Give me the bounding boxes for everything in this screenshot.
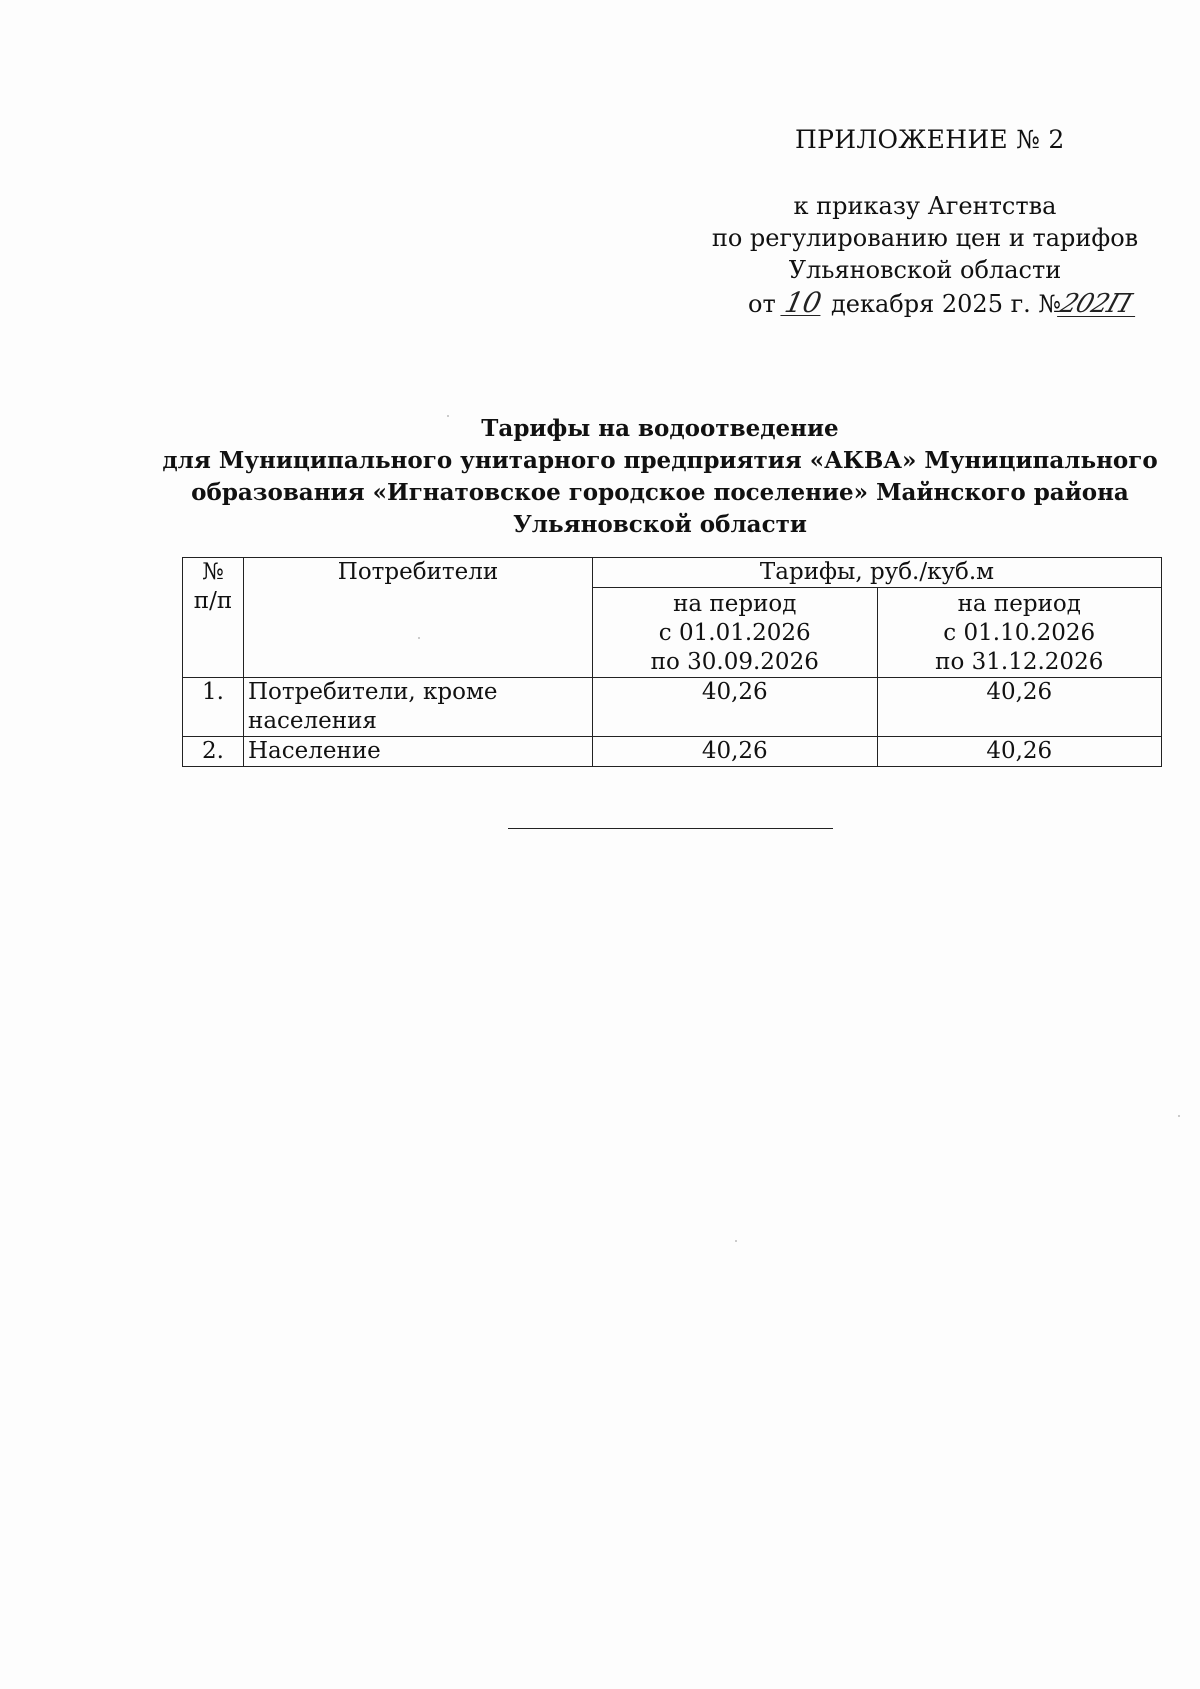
order-reference bbox=[700, 190, 1150, 286]
period-end: по 30.09.2026 bbox=[650, 649, 819, 675]
period-label: на период bbox=[673, 591, 797, 617]
title-line: для Муниципального унитарного предприятия «АКВА» Муниципального bbox=[162, 447, 1158, 474]
period-cell-1 bbox=[593, 588, 878, 678]
order-line: Ульяновской области bbox=[788, 256, 1062, 284]
table-row bbox=[183, 678, 1162, 737]
table-header-row bbox=[183, 558, 1162, 588]
consumer-text: населения bbox=[248, 708, 377, 734]
row-value-period-2: 40,26 bbox=[877, 678, 1162, 737]
row-num: 2. bbox=[183, 737, 244, 767]
title-line: Тарифы на водоотведение bbox=[481, 415, 839, 442]
header-num-pp: п/п bbox=[193, 588, 233, 614]
date-prefix: от bbox=[748, 290, 776, 318]
title-line: образования «Игнатовское городское поселение» Майнского района bbox=[191, 479, 1129, 506]
scan-speck bbox=[447, 415, 449, 417]
closing-separator-line bbox=[508, 828, 833, 829]
row-consumer bbox=[244, 737, 593, 767]
handwritten-order-number: 202П bbox=[1057, 292, 1143, 317]
order-line: по регулированию цен и тарифов bbox=[711, 224, 1139, 252]
header-num-sign: № bbox=[202, 559, 224, 585]
header-num-cell bbox=[183, 558, 244, 678]
scan-speck bbox=[418, 637, 420, 639]
period-cell-2 bbox=[877, 588, 1162, 678]
period-start: с 01.01.2026 bbox=[658, 620, 811, 646]
order-line: к приказу Агентства bbox=[793, 192, 1057, 220]
period-label: на период bbox=[957, 591, 1081, 617]
tariffs-table bbox=[182, 557, 1162, 767]
handwritten-day: 10 bbox=[782, 286, 825, 319]
date-rest: декабря 2025 г. № bbox=[831, 290, 1062, 318]
header-tariffs-cell: Тарифы, руб./куб.м bbox=[593, 558, 1162, 588]
document-title bbox=[140, 413, 1180, 541]
row-value-period-1: 40,26 bbox=[593, 737, 878, 767]
row-num: 1. bbox=[183, 678, 244, 737]
appendix-label: ПРИЛОЖЕНИЕ № 2 bbox=[795, 125, 1065, 154]
title-line: Ульяновской области bbox=[513, 511, 807, 538]
order-date-line bbox=[748, 286, 1139, 319]
table-row bbox=[183, 737, 1162, 767]
row-value-period-1: 40,26 bbox=[593, 678, 878, 737]
scan-speck bbox=[735, 1240, 737, 1242]
period-start: с 01.10.2026 bbox=[943, 620, 1096, 646]
consumer-text: Потребители, кроме bbox=[248, 679, 498, 705]
row-consumer bbox=[244, 678, 593, 737]
header-consumers-cell: Потребители bbox=[244, 558, 593, 678]
consumer-text: Население bbox=[248, 738, 381, 764]
row-value-period-2: 40,26 bbox=[877, 737, 1162, 767]
period-end: по 31.12.2026 bbox=[935, 649, 1104, 675]
scan-speck bbox=[1178, 1115, 1180, 1117]
